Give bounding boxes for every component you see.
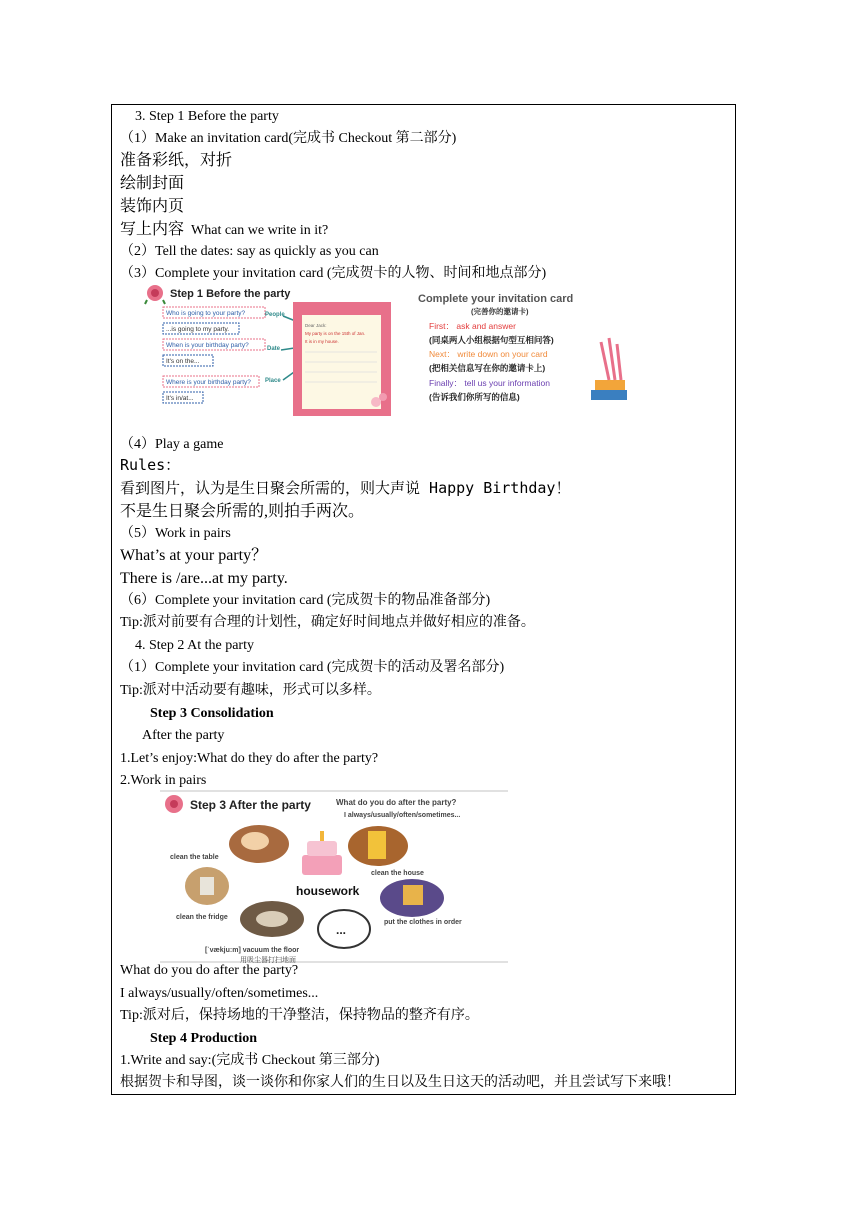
- rule-1: 看到图片，认为是生日聚会所需的，则大声说 Happy Birthday！: [120, 479, 571, 497]
- task-complete-card-2: （6）Complete your invitation card (完成贺卡的物品准备部分): [120, 593, 491, 608]
- fig1-title: Step 1 Before the party: [170, 288, 291, 300]
- fig1-first-cn: (同桌两人小组根据句型互相问答): [429, 335, 554, 345]
- task-tell-dates: （2）Tell the dates: say as quickly as you can: [120, 244, 379, 259]
- label-clean-table: clean the table: [170, 854, 219, 861]
- card-line-3: It is in my house.: [305, 339, 339, 344]
- fig1-finally-cn: (告诉我们你所写的信息): [429, 392, 520, 402]
- step4-heading: Step 4 Production: [150, 1031, 258, 1046]
- fig1-q1: Who is going to your party?: [166, 310, 246, 317]
- instruction-write-content: 写上内容 What can we write in it?: [120, 221, 329, 238]
- label-housework: housework: [296, 884, 360, 898]
- step2-heading: 4. Step 2 At the party: [135, 638, 254, 653]
- question-party: What’s at your party？: [120, 547, 268, 564]
- instruction-draw-cover: 绘制封面: [120, 175, 185, 192]
- fig1-a3: It's in/at...: [166, 395, 194, 402]
- step1-heading: 3. Step 1 Before the party: [135, 109, 279, 124]
- step3-figure: [160, 789, 508, 964]
- task-invitation-card: （1）Make an invitation card(完成书 Checkout 第二部分): [120, 131, 457, 146]
- fig1-q2: When is your birthday party?: [166, 342, 249, 349]
- rules-label: Rules：: [120, 456, 181, 474]
- fig2-title: Step 3 After the party: [190, 798, 311, 812]
- question-after-party: What do you do after the party?: [120, 963, 299, 978]
- fig2-answer: I always/usually/often/sometimes...: [344, 812, 461, 819]
- fig1-right-sub: (完善你的邀请卡): [471, 307, 529, 316]
- flower-icon: [145, 285, 165, 304]
- step1-figure: [143, 282, 628, 420]
- after-party-label: After the party: [142, 728, 225, 743]
- answer-pattern: There is /are...at my party.: [120, 570, 288, 587]
- fig1-finally: Finally： tell us your information: [429, 378, 550, 388]
- fig1-first: First： ask and answer: [429, 321, 516, 331]
- fig1-label-date: Date: [267, 346, 281, 352]
- task-work-pairs-2: 2.Work in pairs: [120, 773, 207, 788]
- photo-clean-fridge-1: [185, 867, 229, 905]
- fig1-q3: Where is your birthday party?: [166, 379, 251, 386]
- pencils-books-icon: [591, 338, 627, 400]
- fig1-next: Next： write down on your card: [429, 349, 548, 359]
- fig1-a1: ...is going to my party.: [166, 326, 230, 333]
- task-play-game: （4）Play a game: [120, 437, 224, 452]
- flower-icon: [165, 795, 183, 813]
- final-instruction: 根据贺卡和导图，谈一谈你和你家人们的生日以及生日这天的活动吧，并且尝试写下来哦！: [120, 1075, 680, 1090]
- fig1-a2: It's on the...: [166, 358, 200, 365]
- answer-frequency: I always/usually/often/sometimes...: [120, 986, 319, 1001]
- label-vacuum: [ˈvækjuːm] vacuum the floor: [205, 947, 300, 954]
- fig1-next-cn: (把相关信息写在你的邀请卡上): [429, 363, 546, 373]
- tip-at-party: Tip:派对中活动要有趣味，形式可以多样。: [120, 683, 381, 698]
- fig2-question: What do you do after the party?: [336, 798, 457, 807]
- card-line-2: My party is on the 15th of Jan.: [305, 331, 366, 336]
- fig1-label-people: People: [265, 312, 285, 318]
- task-complete-card-3: （1）Complete your invitation card (完成贺卡的活动及署名部分): [120, 660, 505, 675]
- label-clean-fridge: clean the fridge: [176, 914, 228, 921]
- instruction-decorate: 装饰内页: [120, 198, 185, 215]
- task-lets-enjoy: 1.Let’s enjoy:What do they do after the party?: [120, 751, 379, 766]
- task-write-say: 1.Write and say:(完成书 Checkout 第三部分): [120, 1053, 380, 1068]
- task-work-pairs: （5）Work in pairs: [120, 526, 231, 541]
- photo-put-clothes: [380, 879, 444, 917]
- label-clean-house: clean the house: [371, 870, 424, 877]
- photo-clean-house: [348, 826, 408, 866]
- task-complete-card-1: （3）Complete your invitation card (完成贺卡的人物、时间和地点部分): [120, 266, 547, 281]
- label-vacuum-cn: 用吸尘器打扫地面: [240, 957, 296, 964]
- label-dots: ...: [336, 923, 347, 937]
- cake-icon: [302, 831, 342, 875]
- tip-before-party: Tip:派对前要有合理的计划性，确定好时间地点并做好相应的准备。: [120, 615, 535, 630]
- fig1-label-place: Place: [265, 378, 281, 384]
- instruction-prepare-paper: 准备彩纸，对折: [120, 152, 233, 169]
- fig1-right-title: Complete your invitation card: [418, 293, 574, 305]
- tip-after-party: Tip:派对后，保持场地的干净整洁，保持物品的整齐有序。: [120, 1008, 479, 1023]
- photo-clean-fridge-2: [240, 901, 304, 937]
- label-put-clothes: put the clothes in order: [384, 919, 462, 926]
- rule-2: 不是生日聚会所需的,则拍手两次。: [120, 503, 365, 520]
- card-line-1: Dear Jack:: [305, 323, 327, 328]
- photo-clean-table: [229, 825, 289, 863]
- step3-heading: Step 3 Consolidation: [150, 706, 274, 721]
